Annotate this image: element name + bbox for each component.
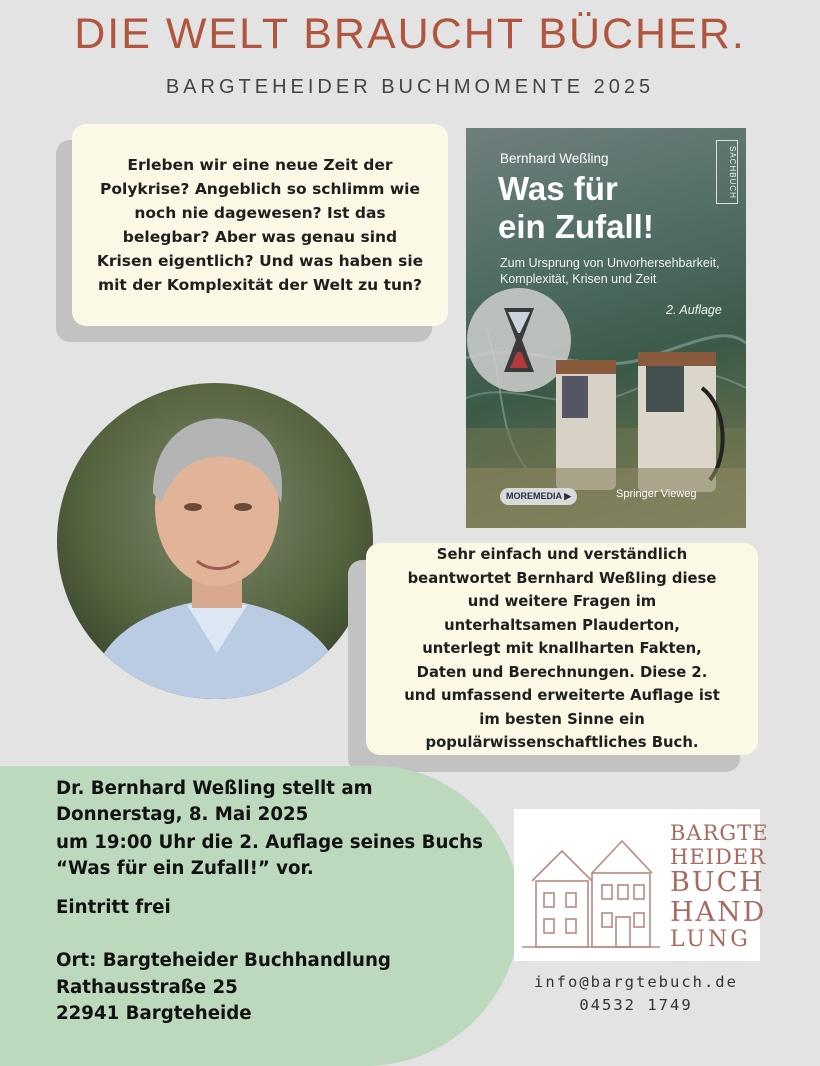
event-location: Ort: Bargteheider Buchhandlung: [56, 950, 391, 971]
questions-line: belegbar? Aber was genau sind: [122, 228, 398, 246]
moremedia-badge: [500, 488, 577, 505]
questions-line: Polykrise? Angeblich so schlimm wie: [100, 180, 420, 198]
event-city: 22941 Bargteheide: [56, 1003, 252, 1024]
contact-email[interactable]: info@bargtebuch.de: [534, 973, 738, 991]
event-line: Dr. Bernhard Weßling stellt am: [56, 778, 373, 799]
event-time: um 19:00 Uhr die 2. Auflage seines Buchs: [56, 832, 483, 853]
page-subtitle: BARGTEHEIDER BUCHMOMENTE 2025: [165, 76, 655, 98]
book-cover: [466, 128, 746, 528]
questions-line: noch nie dagewesen? Ist das: [134, 204, 386, 222]
questions-line: mit der Komplexität der Welt zu tun?: [97, 276, 423, 294]
event-date: Donnerstag, 8. Mai 2025: [56, 804, 309, 825]
bookstore-logo: [514, 809, 769, 961]
description-card: [366, 543, 758, 755]
hourglass-icon: [467, 288, 571, 392]
description-line: unterhaltsamen Plauderton,: [444, 616, 680, 634]
play-icon: ▶: [564, 491, 572, 501]
book-series-label: SACHBUCH: [716, 140, 738, 204]
book-title-line: Was für: [498, 170, 618, 207]
questions-line: Erleben wir eine neue Zeit der: [127, 156, 393, 174]
logo-word: LUNG: [670, 927, 751, 952]
event-street: Rathausstraße 25: [56, 977, 238, 998]
book-author: Bernhard Weßling: [500, 151, 609, 166]
author-portrait-image: [57, 383, 373, 699]
logo-word: BUCH: [670, 867, 765, 898]
description-line: Sehr einfach und verständlich: [436, 546, 688, 564]
questions-card: [72, 124, 448, 326]
event-admission: Eintritt frei: [56, 897, 171, 918]
book-title: [498, 170, 654, 246]
logo-word: BARGTE: [670, 821, 769, 845]
moremedia-label: MOREMEDIA: [506, 491, 562, 501]
description-line: populärwissenschaftliches Buch.: [425, 734, 699, 752]
book-edition: 2. Auflage: [666, 303, 722, 317]
description-line: unterlegt mit knallharten Fakten,: [422, 640, 702, 658]
logo-word: HEIDER: [670, 845, 766, 869]
author-portrait: [57, 383, 373, 699]
logo-word: HAND: [670, 897, 767, 928]
page-title: DIE WELT BRAUCHT BÜCHER.: [74, 10, 746, 58]
book-subtitle-line: Zum Ursprung von Unvorhersehbarkeit,: [500, 256, 720, 270]
questions-line: Krisen eigentlich? Und was haben sie: [96, 252, 424, 270]
description-line: beantwortet Bernhard Weßling diese: [407, 569, 717, 587]
book-subtitle-line: Komplexität, Krisen und Zeit: [500, 272, 657, 286]
book-title-line: ein Zufall!: [498, 208, 654, 245]
description-line: und umfassend erweiterte Auflage ist: [404, 687, 720, 705]
description-line: im besten Sinne ein: [479, 710, 645, 728]
bookstore-building-icon: [522, 821, 660, 953]
description-line: und weitere Fragen im: [467, 593, 657, 611]
book-subtitle: [500, 255, 720, 287]
event-book-title: “Was für ein Zufall!” vor.: [56, 858, 314, 879]
book-publisher: Springer Vieweg: [616, 488, 697, 500]
contact-phone[interactable]: 04532 1749: [579, 996, 693, 1014]
description-line: Daten und Berechnungen. Diese 2.: [416, 663, 708, 681]
